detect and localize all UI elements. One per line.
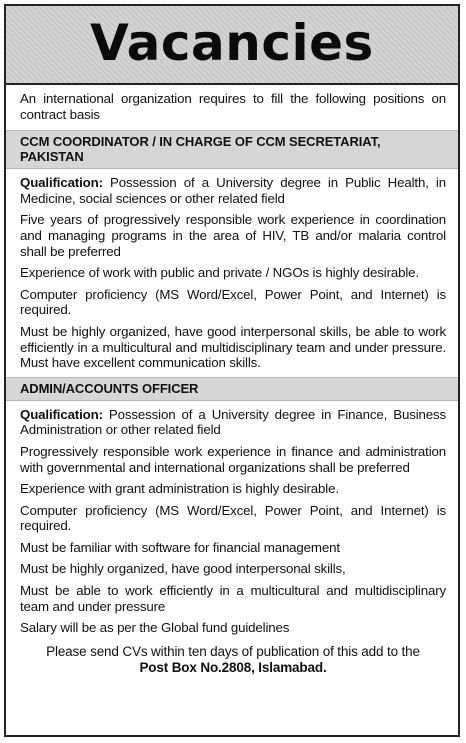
requirement-item: Must be able to work efficiently in a multicultural and multidisciplinary team and under pressure [20, 583, 446, 614]
qualification-admin-accounts-officer [20, 407, 446, 438]
qualification-text: Possession of a University degree in Finance, Business Administration or other related field [20, 406, 446, 438]
page-title: Vacancies [90, 14, 374, 72]
position-title-ccm-coordinator: CCM COORDINATOR / IN CHARGE OF CCM SECRETARIAT, PAKISTAN [6, 130, 458, 169]
qualification-text: Possession of a University degree in Public Health, in Medicine, social sciences or other related field [20, 175, 446, 206]
position-title-admin-accounts-officer: ADMIN/ACCOUNTS OFFICER [6, 377, 458, 401]
requirement-item: Experience with grant administration is highly desirable. [20, 481, 339, 497]
requirement-item: Must be highly organized, have good interpersonal skills, [20, 561, 346, 577]
vacancy-advertisement [4, 4, 460, 737]
requirement-item: Must be familiar with software for financial management [20, 539, 340, 555]
requirement-item: Computer proficiency (MS Word/Excel, Power Point, and Internet) is required. [20, 286, 446, 318]
requirement-item: Progressively responsible work experience in finance and administration with governmental and international organizations shall be preferred [20, 443, 446, 475]
requirement-item: Five years of progressively responsible work experience in coordination and managing programs in the area of HIV, TB and/or malaria control shall be preferred [20, 212, 446, 259]
footer-line: Please send CVs within ten days of publication of this add to the [46, 643, 420, 659]
post-box-address: Post Box No.2808, Islamabad. [139, 659, 327, 675]
advertisement-body [20, 91, 446, 676]
application-instructions [20, 644, 446, 676]
requirement-item: Salary will be as per the Global fund guidelines [20, 620, 290, 636]
header-banner [6, 6, 458, 85]
qualification-label: Qualification: [20, 175, 103, 191]
qualification-label: Qualification: [20, 406, 103, 422]
requirement-item: Must be highly organized, have good interpersonal skills, be able to work efficiently in a multicultural and multidisciplinary team and under pressure. Must have excellent communication skills. [20, 323, 446, 371]
qualification-ccm-coordinator [20, 175, 446, 206]
intro-text: An international organization requires to fill the following positions on contract basis [20, 91, 446, 122]
requirement-item: Experience of work with public and private / NGOs is highly desirable. [20, 265, 419, 281]
requirement-item: Computer proficiency (MS Word/Excel, Power Point, and Internet) is required. [20, 502, 446, 534]
